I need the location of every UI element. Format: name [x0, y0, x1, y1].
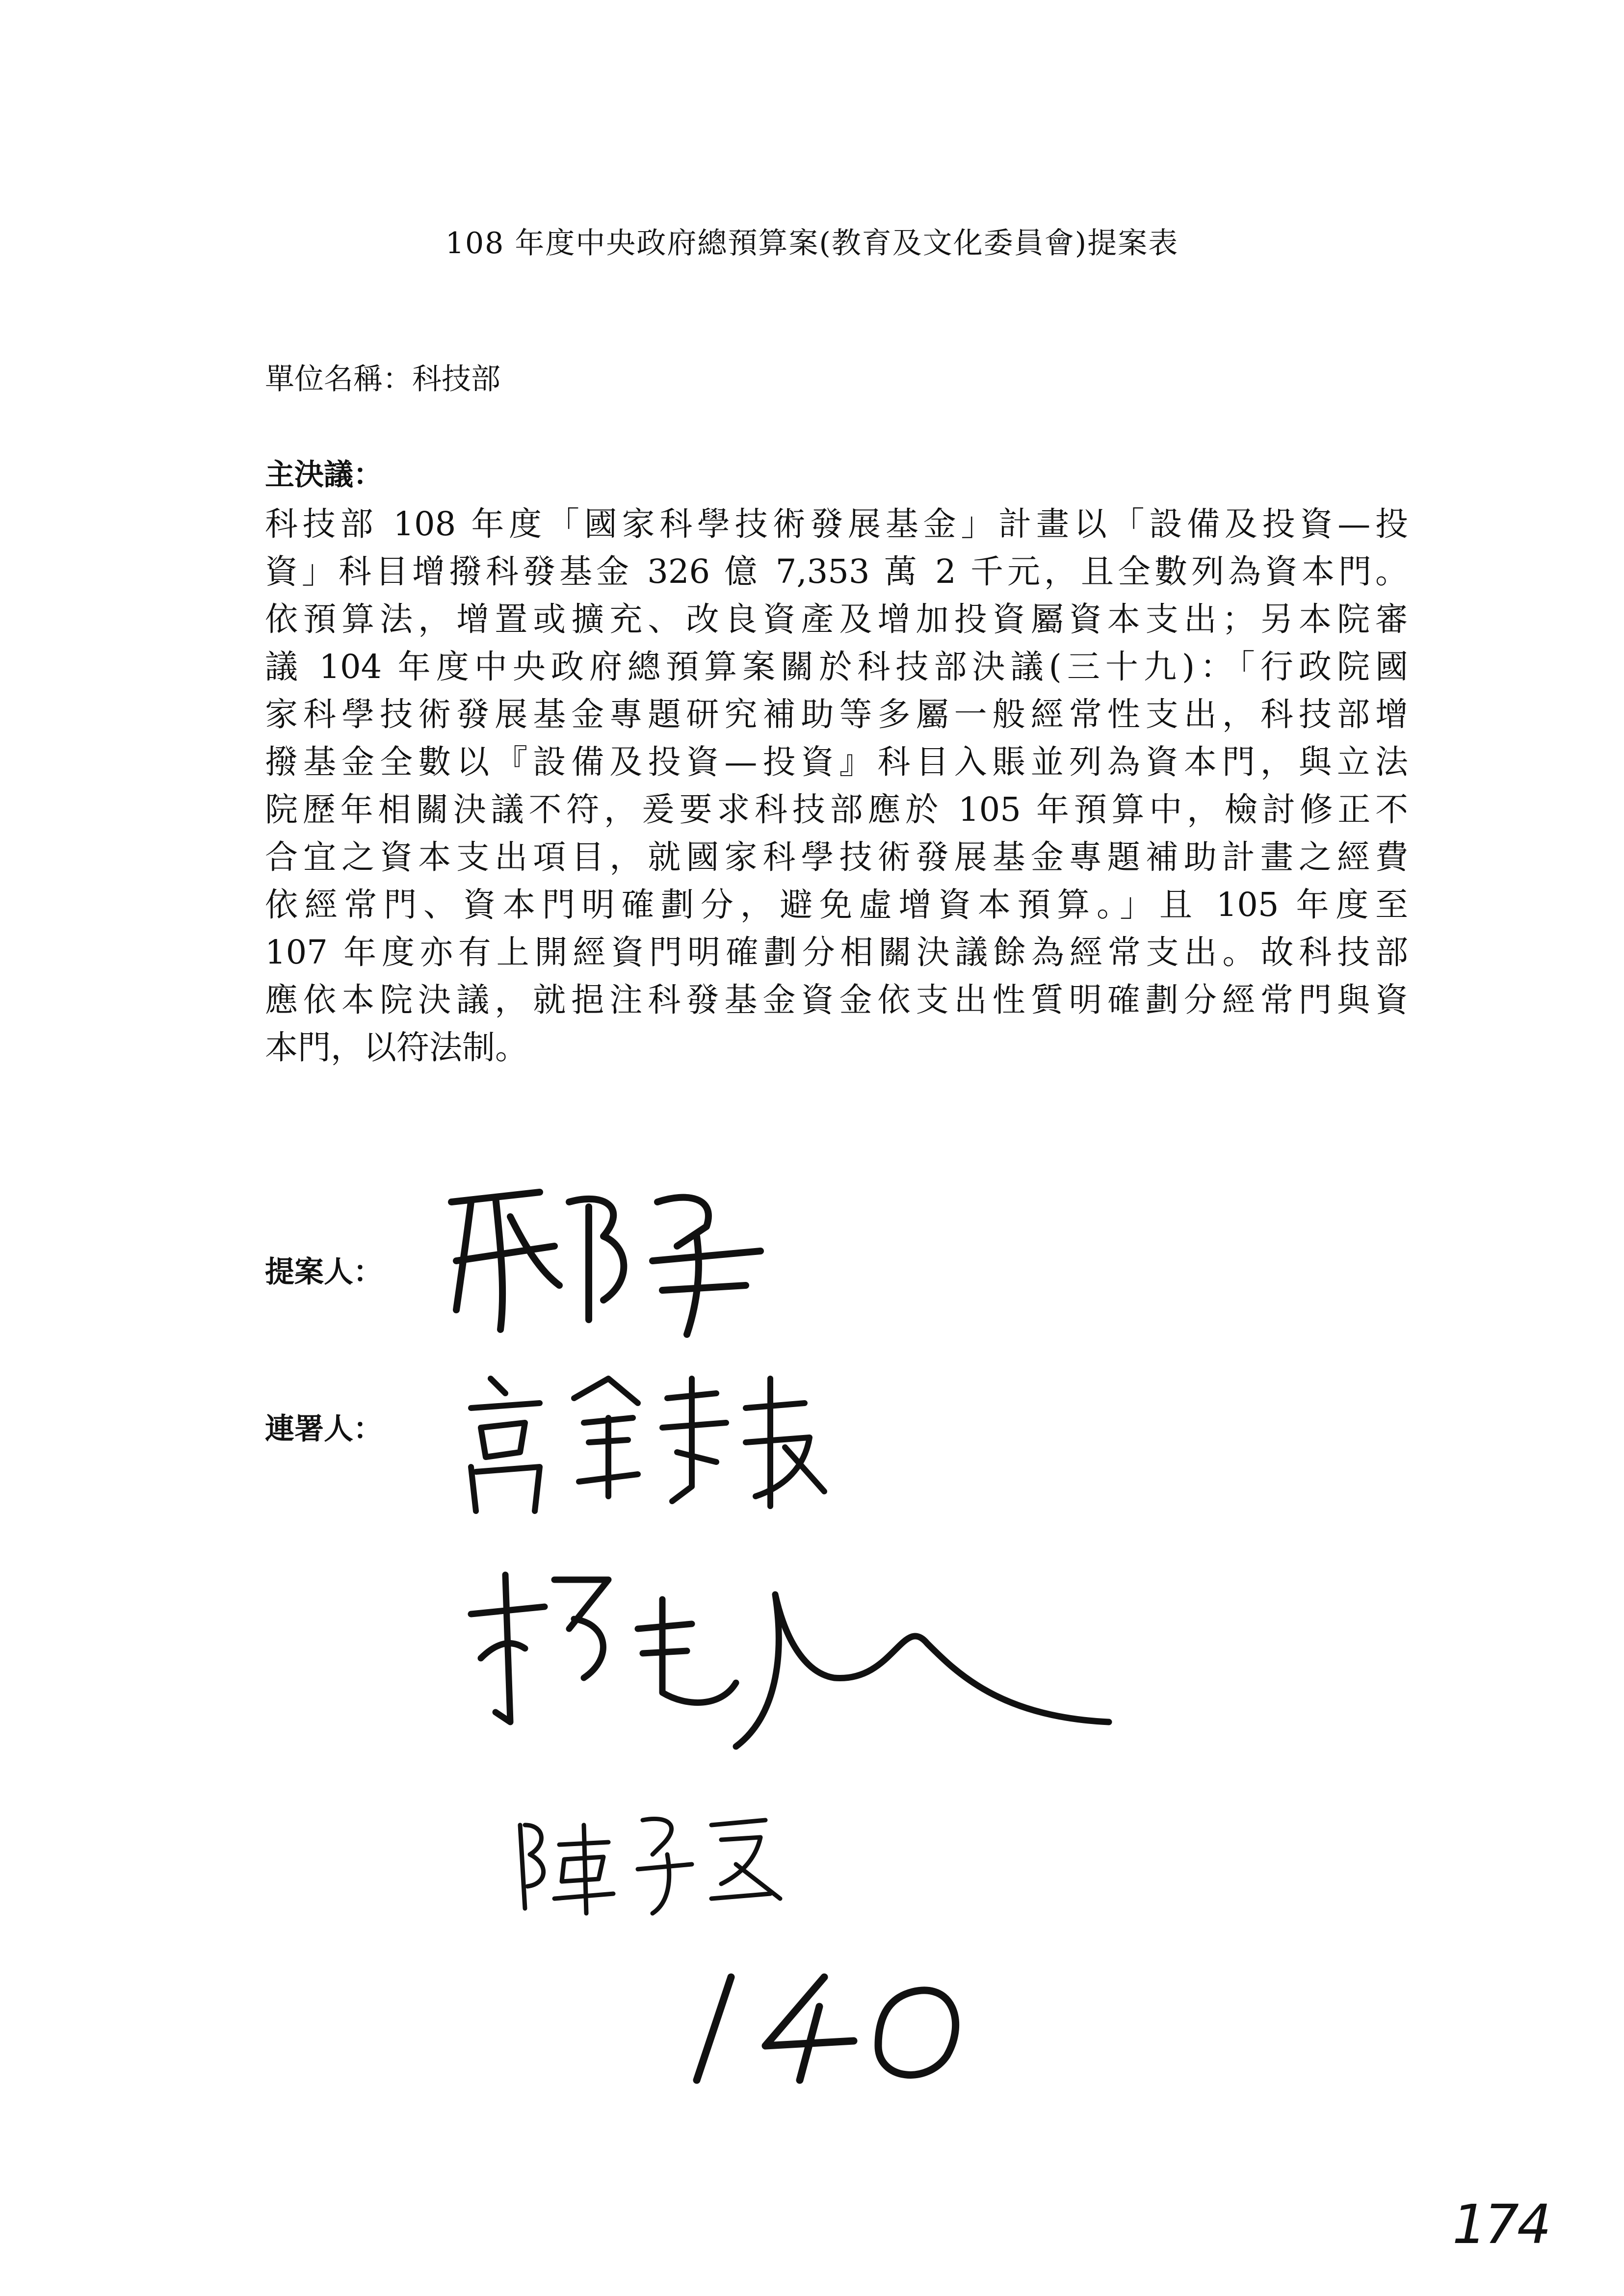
cosigner-label: 連署人：: [265, 1412, 383, 1446]
resolution-line: 107 年度亦有上開經資門明確劃分相關決議餘為經常支出。故科技部: [265, 933, 1408, 971]
resolution-heading: 主決議：: [265, 458, 383, 492]
resolution-line: 科技部 108 年度「國家科學技術發展基金」計畫以「設備及投資—投: [265, 505, 1408, 543]
resolution-line: 本門，以符法制。: [265, 1028, 528, 1067]
resolution-line: 依預算法，增置或擴充、改良資產及增加投資屬資本支出；另本院審: [265, 600, 1408, 638]
document-title: 108 年度中央政府總預算案(教育及文化委員會)提案表: [445, 226, 1179, 261]
resolution-line: 撥基金全數以『設備及投資—投資』科目入賬並列為資本門，與立法: [265, 743, 1408, 781]
resolution-line: 依經常門、資本門明確劃分，避免虛增資本預算。」且 105 年度至: [265, 886, 1408, 924]
resolution-body: [265, 500, 1408, 1071]
proposer-label: 提案人：: [265, 1255, 383, 1289]
cosigner-signature-1: [461, 1369, 834, 1516]
resolution-line: 院歷年相關決議不符，爰要求科技部應於 105 年預算中，檢討修正不: [265, 790, 1408, 829]
resolution-line: 家科學技術發展基金專題研究補助等多屬一般經常性支出，科技部增: [265, 695, 1408, 733]
proposer-signature: [442, 1173, 775, 1339]
resolution-line: 資」科目增撥科發基金 326 億 7,353 萬 2 千元，且全數列為資本門。: [265, 552, 1408, 591]
resolution-line: 應依本院決議，就挹注科發基金資金依支出性質明確劃分經常門與資: [265, 981, 1408, 1019]
cosigner-signature-3: [505, 1805, 790, 1918]
corner-page-number: 174: [1452, 2193, 1549, 2256]
unit-line: 單位名稱：科技部: [265, 362, 500, 396]
cosigner-signature-2: [461, 1560, 1119, 1766]
handwritten-page-number: [677, 1962, 971, 2090]
resolution-line: 合宜之資本支出項目，就國家科學技術發展基金專題補助計畫之經費: [265, 838, 1408, 876]
resolution-line: 議 104 年度中央政府總預算案關於科技部決議(三十九)：「行政院國: [265, 648, 1408, 686]
